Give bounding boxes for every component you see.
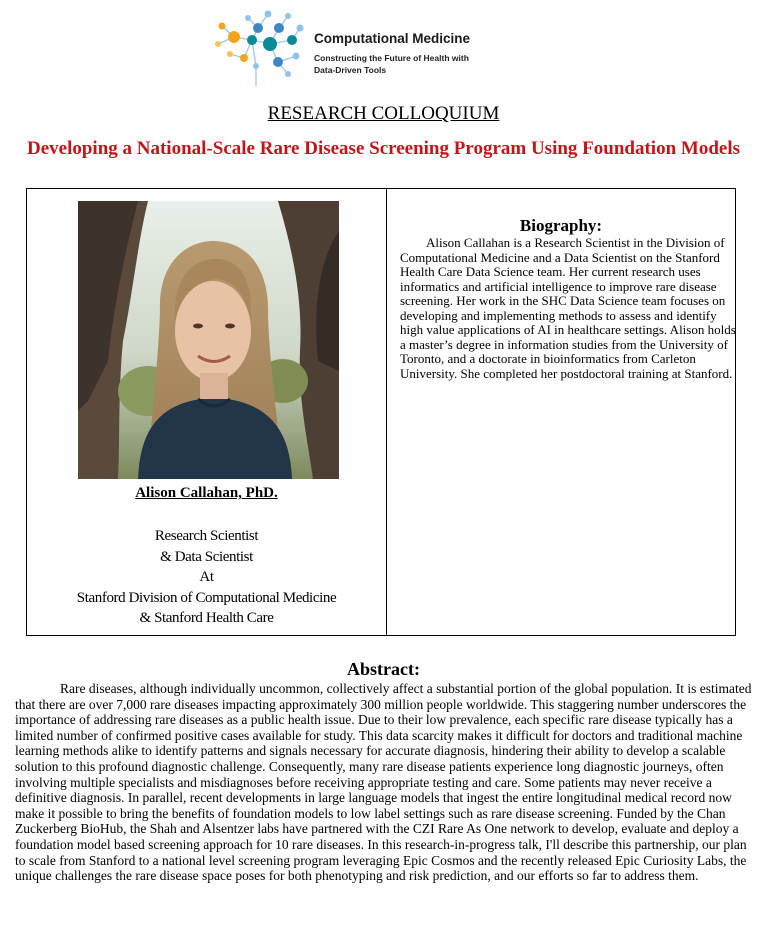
- speaker-line: Stanford Division of Computational Medicine: [76, 589, 337, 606]
- talk-title: Developing a National-Scale Rare Disease Screening Program Using Foundation Models: [26, 138, 740, 159]
- biography-heading: Biography:: [519, 216, 603, 235]
- speaker-line: & Data Scientist: [160, 548, 253, 565]
- data-tree-logo-icon: [212, 6, 312, 92]
- speaker-affiliation: [27, 526, 386, 629]
- speaker-column: [27, 189, 387, 635]
- org-tagline: Constructing the Future of Health with Data-Driven Tools: [314, 53, 469, 75]
- speaker-portrait: [78, 201, 339, 479]
- series-heading: RESEARCH COLLOQUIUM: [267, 103, 500, 124]
- biography-column: [387, 189, 735, 635]
- speaker-line: At: [199, 569, 214, 585]
- speaker-line: Research Scientist: [154, 528, 259, 544]
- computational-medicine-logo: [212, 6, 472, 92]
- speaker-line: & Stanford Health Care: [139, 610, 274, 626]
- biography-text: Alison Callahan is a Research Scientist in the Division of Computational Medicine and a Data Scientist on the Stanford Health Care Data Science team. Her current research uses informatics and artificial intelligence to improve rare disease screening. Her work in the SHC Data Science team focuses on developing and implementing methods to assess and identify high value applications of AI in healthcare settings. Alison holds a master’s degree in information studies from the University of Toronto, and a doctorate in bioinformatics from Carleton University. She completed her postdoctoral training at Stanford.: [400, 235, 736, 381]
- abstract-text: Rare diseases, although individually uncommon, collectively affect a substantial portion of the global population. It is estimated that there are over 7,000 rare diseases impacting approximately 300 million people worldwide. This staggering number underscores the importance of addressing rare diseases as a public health issue. Due to their low prevalence, each specific rare disease typically has a limited number of confirmed positive cases available for study. This data scarcity makes it difficult for doctors and traditional machine learning methods alike to identify patterns and signals necessary for accurate diagnosis, hindering their ability to develop a scalable solution to this profound diagnostic challenge. Consequently, many rare disease patients experience long diagnostic journeys, often involving multiple specialists and misdiagnoses before receiving appropriate testing and care. Some patients may never receive a definitive diagnosis. In parallel, recent developments in large language models that ingest the entire longitudinal medical record now make it possible to bring the benefits of foundation models to low label settings such as rare disease screening. Funded by the Chan Zuckerberg BioHub, the Shah and Alsentzer labs have partnered with the CZI Rare As One network to develop, evaluate and deploy a foundation model based screening approach for 10 rare diseases. In this research-in-progress talk, I'll describe this partnership, our plan to scale from Stanford to a national level screening program leveraging Epic Cosmos and the recently released Epic Curiosity Labs, the unique challenges the rare disease space poses for both phenotyping and risk prediction, and our efforts so far to address them.: [15, 681, 752, 884]
- speaker-name: Alison Callahan, PhD.: [135, 485, 278, 501]
- speaker-info-box: [26, 188, 736, 636]
- abstract-heading: Abstract:: [347, 659, 420, 679]
- org-name: Computational Medicine: [314, 31, 471, 46]
